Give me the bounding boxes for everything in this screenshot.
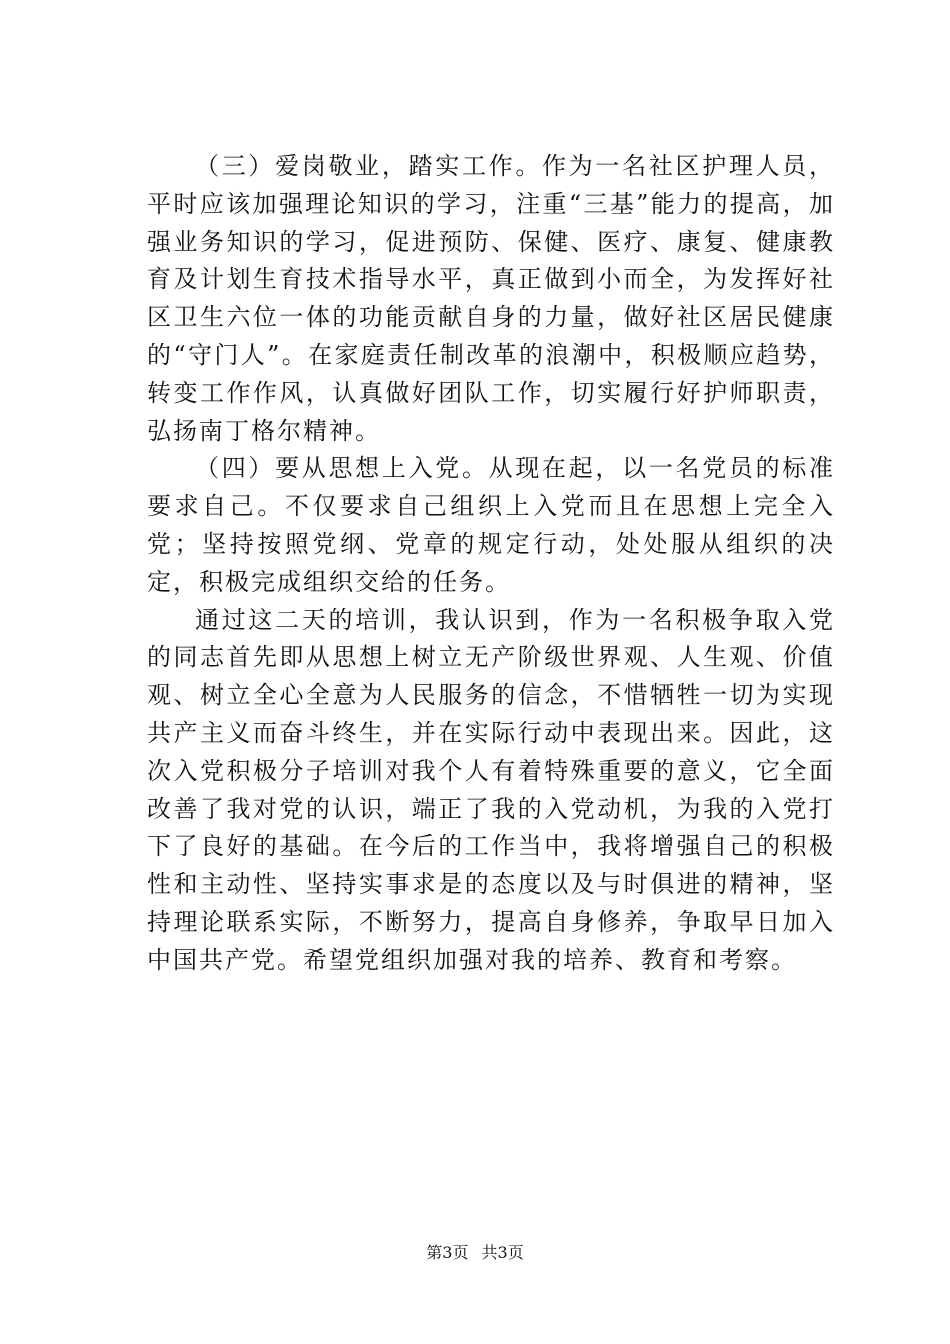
document-body	[147, 148, 835, 980]
page-footer	[0, 1242, 950, 1264]
paragraph-section-three: （三）爱岗敬业，踏实工作。作为一名社区护理人员，平时应该加强理论知识的学习，注重“三基”能力的提高，加强业务知识的学习，促进预防、保健、医疗、康复、健康教育及计划生育技术指导水平，真正做到小而全，为发挥好社区卫生六位一体的功能贡献自身的力量，做好社区居民健康的“守门人”。在家庭责任制改革的浪潮中，积极顺应趋势，转变工作作风，认真做好团队工作，切实履行好护师职责，弘扬南丁格尔精神。	[147, 152, 835, 445]
page-number: 第3页	[426, 1243, 469, 1262]
page-total: 共3页	[481, 1243, 524, 1262]
paragraph-section-four: （四）要从思想上入党。从现在起，以一名党员的标准要求自己。不仅要求自己组织上入党而且在思想上完全入党；坚持按照党纲、党章的规定行动，处处服从组织的决定，积极完成组织交给的任务。	[147, 454, 835, 596]
paragraph-conclusion: 通过这二天的培训，我认识到，作为一名积极争取入党的同志首先即从思想上树立无产阶级世界观、人生观、价值观、树立全心全意为人民服务的信念，不惜牺牲一切为实现共产主义而奋斗终生，并在实际行动中表现出来。因此，这次入党积极分子培训对我个人有着特殊重要的意义，它全面改善了我对党的认识，端正了我的入党动机，为我的入党打下了良好的基础。在今后的工作当中，我将增强自己的积极性和主动性、坚持实事求是的态度以及与时俱进的精神，坚持理论联系实际，不断努力，提高自身修养，争取早日加入中国共产党。希望党组织加强对我的培养、教育和考察。	[147, 605, 835, 974]
